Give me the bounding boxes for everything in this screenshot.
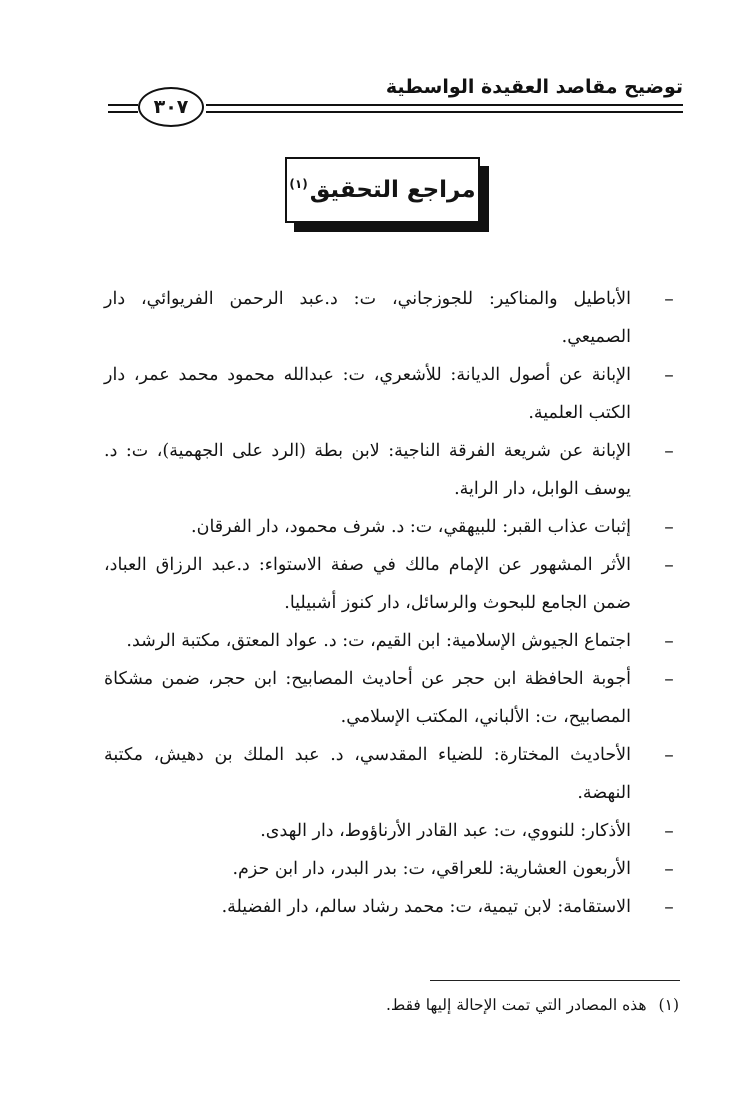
list-dash: –: [664, 554, 674, 576]
reference-text: الأربعون العشارية: للعراقي، ت: بدر البدر، دار ابن حزم.: [232, 859, 631, 879]
list-dash: –: [664, 896, 674, 918]
list-item: [104, 736, 679, 812]
reference-text: الإبانة عن أصول الديانة: للأشعري، ت: عبدالله محمود محمد عمر، دار الكتب العلمية.: [104, 365, 631, 423]
reference-text: الأذكار: للنووي، ت: عبد القادر الأرناؤوط، دار الهدى.: [260, 821, 631, 841]
list-dash: –: [664, 858, 674, 880]
list-item: [104, 888, 679, 926]
list-item: [104, 356, 679, 432]
reference-text: اجتماع الجيوش الإسلامية: ابن القيم، ت: د. عواد المعتق، مكتبة الرشد.: [126, 631, 631, 651]
reference-text: الأباطيل والمناكير: للجوزجاني، ت: د.عبد الرحمن الفريوائي، دار الصميعي.: [104, 289, 631, 347]
list-dash: –: [664, 744, 674, 766]
header-rule: [206, 111, 683, 113]
title-box-frame: [285, 157, 480, 223]
footnote: [386, 996, 679, 1014]
references-list: [104, 280, 679, 926]
list-item: [104, 850, 679, 888]
list-item: [104, 280, 679, 356]
list-dash: –: [664, 440, 674, 462]
list-item: [104, 812, 679, 850]
list-item: [104, 546, 679, 622]
list-dash: –: [664, 516, 674, 538]
header-rule: [108, 111, 138, 113]
section-title: [289, 177, 475, 203]
footnote-separator: [430, 980, 680, 981]
header-rule: [108, 104, 138, 106]
section-title-box: [285, 157, 490, 233]
reference-text: إثبات عذاب القبر: للبيهقي، ت: د. شرف محمود، دار الفرقان.: [191, 517, 631, 537]
title-footnote-ref: (١): [289, 177, 308, 192]
list-item: [104, 622, 679, 660]
reference-text: الاستقامة: لابن تيمية، ت: محمد رشاد سالم، دار الفضيلة.: [221, 897, 631, 917]
running-title: توضيح مقاصد العقيدة الواسطية: [385, 76, 683, 98]
list-dash: –: [664, 630, 674, 652]
list-item: [104, 508, 679, 546]
page-number: ٣٠٧: [138, 87, 204, 127]
reference-text: الإبانة عن شريعة الفرقة الناجية: لابن بطة (الرد على الجهمية)، ت: د. يوسف الوابل، دار الراية.: [104, 441, 631, 499]
list-dash: –: [664, 288, 674, 310]
section-title-text: مراجع التحقيق: [309, 177, 476, 203]
list-dash: –: [664, 364, 674, 386]
reference-text: الأحاديث المختارة: للضياء المقدسي، د. عبد الملك بن دهيش، مكتبة النهضة.: [104, 745, 631, 803]
page-header: [108, 70, 683, 132]
reference-text: الأثر المشهور عن الإمام مالك في صفة الاستواء: د.عبد الرزاق العباد، ضمن الجامع للبحوث والرسائل، دار كنوز أشبيليا.: [104, 555, 631, 613]
reference-text: أجوبة الحافظة ابن حجر عن أحاديث المصابيح: ابن حجر، ضمن مشكاة المصابيح، ت: الألباني، المكتب الإسلامي.: [104, 669, 631, 727]
footnote-marker: (١): [658, 996, 679, 1014]
footnote-text: هذه المصادر التي تمت الإحالة إليها فقط.: [385, 996, 647, 1014]
list-dash: –: [664, 668, 674, 690]
list-item: [104, 660, 679, 736]
header-rule: [206, 104, 683, 106]
list-item: [104, 432, 679, 508]
list-dash: –: [664, 820, 674, 842]
